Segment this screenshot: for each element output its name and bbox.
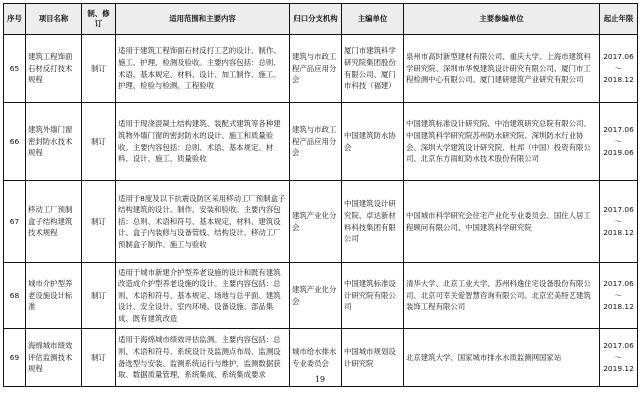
row-period: 2017.06 ～ 2019.12 bbox=[600, 329, 638, 387]
table-row bbox=[4, 181, 638, 263]
table-row bbox=[4, 263, 638, 329]
row-participants: 中国城市科学研究会住宅产业化专业委员会、国住人居工程顾问有限公司、中国建筑科学研究院 bbox=[404, 181, 600, 263]
header-branch: 归口分支机构 bbox=[290, 4, 342, 35]
row-no: 68 bbox=[4, 263, 26, 329]
row-name: 建筑工程饰面石材反打技术规程 bbox=[26, 35, 82, 103]
row-scope: 适用于城市新建介护型养老设施的设计和既有建筑改造成介护型养老设施的设计。主要内容包括：总则、术语和符号、基本规定、场地与总平面、建筑设计、安全设计、室内环境、设备设施、部品集成、既有建筑改造 bbox=[116, 263, 290, 329]
row-name: 移动工厂预制盒子结构建筑技术规程 bbox=[26, 181, 82, 263]
row-name: 海绵城市绩效评估监测技术规程 bbox=[26, 329, 82, 387]
standards-table bbox=[3, 3, 638, 387]
row-scope: 适用于现浇混凝土结构建筑、装配式建筑等各种建筑物外墙门窗的密封防水的设计、施工和质量验收。主要内容包括：总则、术语、基本规定、材料、设计、施工、质量验收 bbox=[116, 103, 290, 181]
row-end: 2019.06 bbox=[603, 148, 634, 158]
row-end: 2018.12 bbox=[603, 75, 634, 85]
row-branch: 建筑与市政工程产品应用分会 bbox=[290, 103, 342, 181]
row-editor: 中国建筑标准设计研究院有限公司 bbox=[342, 263, 404, 329]
row-start: 2017.06 bbox=[603, 279, 634, 289]
row-no: 65 bbox=[4, 35, 26, 103]
row-editor: 中国城市规划设计研究院 bbox=[342, 329, 404, 387]
header-no: 序号 bbox=[4, 4, 26, 35]
row-editor: 中国建筑防水协会 bbox=[342, 103, 404, 181]
row-start: 2017.06 bbox=[603, 341, 634, 351]
header-editor: 主编单位 bbox=[342, 4, 404, 35]
row-no: 66 bbox=[4, 103, 26, 181]
row-branch: 城市给水排水专业委员会 bbox=[290, 329, 342, 387]
header-name: 项目名称 bbox=[26, 4, 82, 35]
row-participants: 北京建筑大学、国家城市排水水质监测网国家站 bbox=[404, 329, 600, 387]
row-end: 2018.12 bbox=[603, 228, 634, 238]
header-scope: 适用范围和主要内容 bbox=[116, 4, 290, 35]
row-participants: 清华大学、北京工业大学、苏州科逸住宅设备股份有限公司、北京可幸关爱智慧咨询有限公司、北京宏美特艺建筑装饰工程有限公司 bbox=[404, 263, 600, 329]
header-period: 起止年限 bbox=[600, 4, 638, 35]
row-name: 建筑外墙门窗密封防水技术规程 bbox=[26, 103, 82, 181]
page-number: 19 bbox=[314, 375, 326, 384]
row-type: 制订 bbox=[82, 329, 116, 387]
row-type: 制订 bbox=[82, 35, 116, 103]
row-period: 2017.06 ～ 2019.06 bbox=[600, 103, 638, 181]
row-branch: 建筑与市政工程产品应用分会 bbox=[290, 35, 342, 103]
table-row bbox=[4, 35, 638, 103]
row-branch: 建筑产业化分会 bbox=[290, 181, 342, 263]
header-row bbox=[4, 4, 638, 35]
row-no: 67 bbox=[4, 181, 26, 263]
row-name: 城市介护型养老设施设计标准 bbox=[26, 263, 82, 329]
row-participants: 中国建筑标准设计研究院、中冶建筑研究总院有限公司、中国建筑科学研究院苏州防水研究院、深圳防水行业协会、深圳大学建筑设计研究院、杜邦（中国）投资有限公司、北京东方雨虹防水技术股份有限公司 bbox=[404, 103, 600, 181]
row-scope: 适用于8度及以下抗震设防区采用移动工厂预制盒子结构建筑的设计、制作、安装和验收。主要内容包括：总则、术语和符号、基本规定、材料、建筑设计、盒子内装修与设备管线、结构设计、移动工厂预制盒子制作、施工与验收 bbox=[116, 181, 290, 263]
row-participants: 泉州市高时新型建材有限公司、重庆大学、上海市建筑科学研究院、深圳市华悦建筑设计研究有限公司、厦门市工程检测中心有限公司、厦门建研建筑产业研究有限公司 bbox=[404, 35, 600, 103]
row-scope: 适用于建筑工程饰面石材反打工艺的设计、制作、施工、护理、检测及验收。主要内容包括：总则、术语、基本规定、材料、设计、加工制作、施工、护理、检验与检测、工程验收 bbox=[116, 35, 290, 103]
row-scope: 适用于海绵城市绩效评估监测。主要内容包括：总则、术语和符号、系统设计及监测点布局、监测设备选型与安装、监测系统运行与维护、监测数据获取、数据质量管理、系统集成、系统集成要求 bbox=[116, 329, 290, 387]
row-type: 制订 bbox=[82, 181, 116, 263]
row-end: 2018.12 bbox=[603, 302, 634, 312]
row-period: 2017.06 ～ 2018.12 bbox=[600, 181, 638, 263]
header-type: 制、修订 bbox=[82, 4, 116, 35]
row-editor: 中国建筑设计研究院、卓达新材料科技集团有限公司 bbox=[342, 181, 404, 263]
table-row bbox=[4, 103, 638, 181]
row-period: 2017.06 ～ 2018.12 bbox=[600, 35, 638, 103]
header-participants: 主要参编单位 bbox=[404, 4, 600, 35]
row-editor: 厦门市建筑科学研究院集团股份有限公司、厦门市科技（福建） bbox=[342, 35, 404, 103]
row-start: 2017.06 bbox=[603, 205, 634, 215]
row-type: 制订 bbox=[82, 103, 116, 181]
row-period: 2017.06 ～ 2018.12 bbox=[600, 263, 638, 329]
row-start: 2017.06 bbox=[603, 125, 634, 135]
row-start: 2017.06 bbox=[603, 52, 634, 62]
row-type: 制订 bbox=[82, 263, 116, 329]
row-no: 69 bbox=[4, 329, 26, 387]
row-end: 2019.12 bbox=[603, 364, 634, 374]
row-branch: 建筑产业化分会 bbox=[290, 263, 342, 329]
